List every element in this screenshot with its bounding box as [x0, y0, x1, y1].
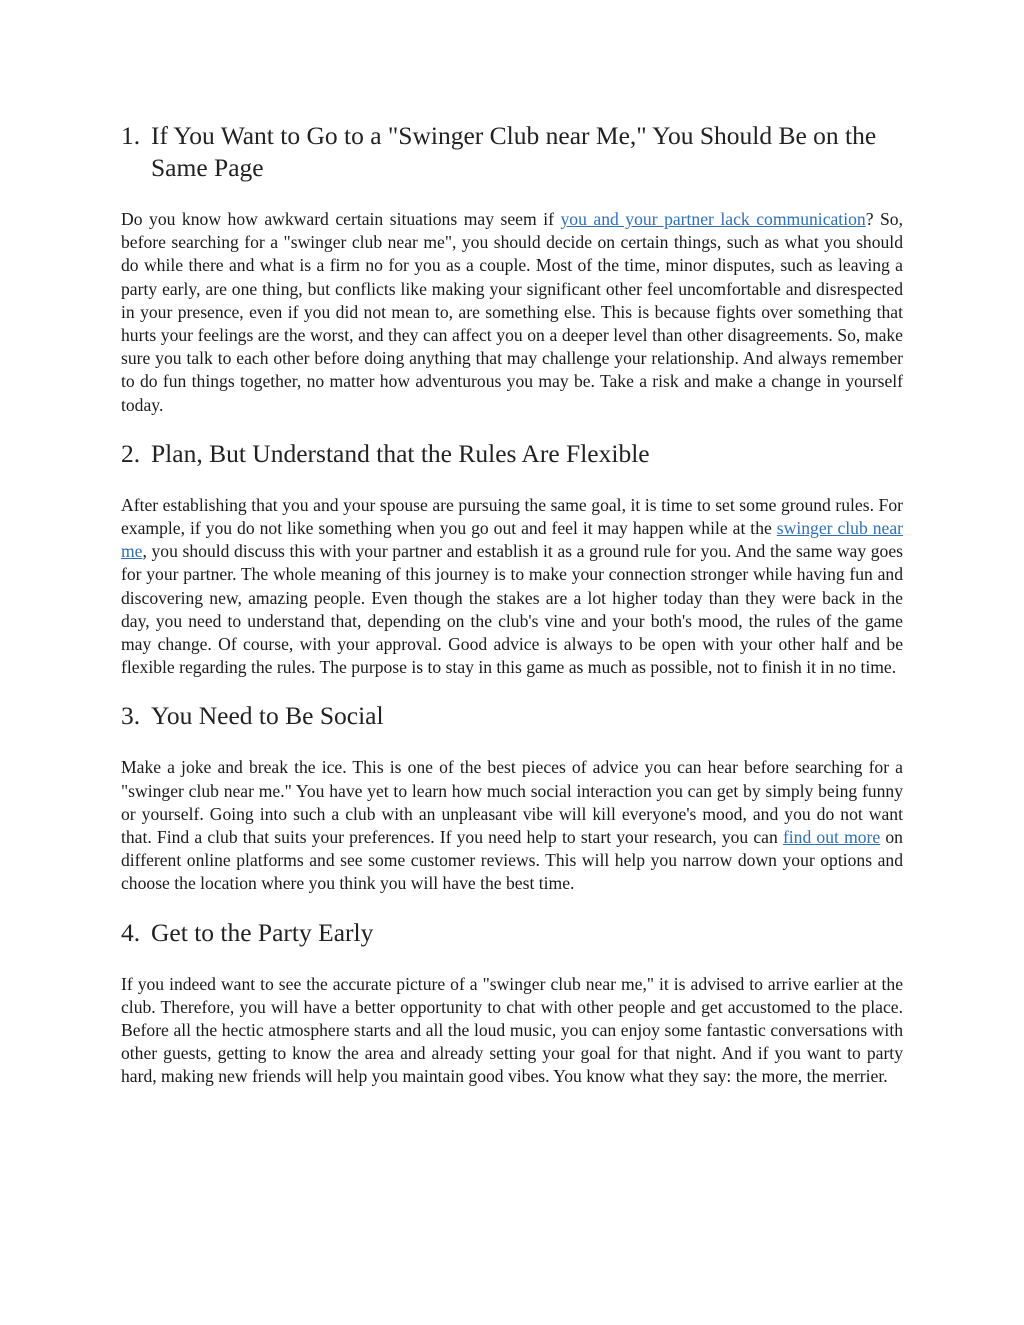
link-find-out-more[interactable]: find out more	[782, 827, 881, 848]
section-2-number: 2.	[121, 438, 141, 468]
link-communication[interactable]: you and your partner lack communication	[560, 209, 866, 229]
section-1-text-before: Do you know how awkward certain situations may seem if	[121, 209, 561, 229]
section-1-paragraph	[121, 208, 903, 417]
section-1-title: If You Want to Go to a "Swinger Club near Me," You Should Be on the Same Page	[151, 121, 877, 182]
section-4-heading	[121, 917, 903, 949]
section-1-heading	[121, 120, 903, 184]
section-4-number: 4.	[121, 917, 141, 947]
section-4-paragraph: If you indeed want to see the accurate picture of a "swinger club near me," it is advised to arrive earlier at the club. Therefore, you will have a better opportunity to chat with other people and get accustomed to the place. Before all the hectic atmosphere starts and all the loud music, you can enjoy some fantastic conversations with other guests, getting to know the area and already setting your goal for that night. And if you want to party hard, making new friends will help you maintain good vibes. You know what they say: the more, the merrier.	[121, 973, 903, 1087]
section-3-text-before: Make a joke and break the ice. This is one of the best pieces of advice you can hear before searching for a "swinger club near me." You have yet to learn how much social interaction you can get by simply being funny or yourself. Going into such a club with an unpleasant vibe will kill everyone's mood, and you do not want that. Find a club that suits your preferences. If you need help to start your research, you can	[121, 757, 903, 848]
section-2-heading	[121, 438, 903, 470]
section-3-text-after: on different online platforms and see some customer reviews. This will help you narrow down your options and choose the location where you think you will have the best time.	[121, 827, 903, 894]
section-3-title: You Need to Be Social	[151, 701, 384, 731]
section-1-text-after: ? So, before searching for a "swinger club near me", you should decide on certain things, such as what you should do while there and what is a firm no for you as a couple. Most of the time, minor disputes, such as leaving a party early, are one thing, but conflicts like making your significant other feel uncomfortable and disrespected in your presence, even if you did not mean to, are something else. This is because fights over something that hurts your feelings are the worst, and they can affect you on a deeper level than other disagreements. So, make sure you talk to each other before doing anything that may challenge your relationship. And always remember to do fun things together, no matter how adventurous you may be. Take a risk and make a change in yourself today.	[121, 209, 903, 415]
section-1-number: 1.	[121, 121, 141, 150]
section-3-number: 3.	[121, 701, 141, 731]
link-swinger-club[interactable]: swinger club near me	[121, 518, 903, 562]
document-page	[121, 120, 903, 1089]
section-2-paragraph	[121, 494, 903, 680]
section-2-text-before: After establishing that you and your spouse are pursuing the same goal, it is time to set some ground rules. For example, if you do not like something when you go out and feel it may happen while at the	[121, 494, 903, 539]
section-4-title: Get to the Party Early	[151, 917, 374, 947]
section-3-heading	[121, 700, 903, 732]
section-2-title: Plan, But Understand that the Rules Are Flexible	[151, 438, 650, 468]
section-3-paragraph	[121, 756, 903, 895]
section-2-text-after: , you should discuss this with your partner and establish it as a ground rule for you. And the same way goes for your partner. The whole meaning of this journey is to make your connection stronger while having fun and discovering new, amazing people. Even though the stakes are a lot higher today than they were back in the day, you need to understand that, depending on the club's vine and your both's mood, the rules of the game may change. Of course, with your approval. Good advice is always to be open with your other half and be flexible regarding the rules. The purpose is to stay in this game as much as possible, not to finish it in no time.	[121, 541, 903, 678]
